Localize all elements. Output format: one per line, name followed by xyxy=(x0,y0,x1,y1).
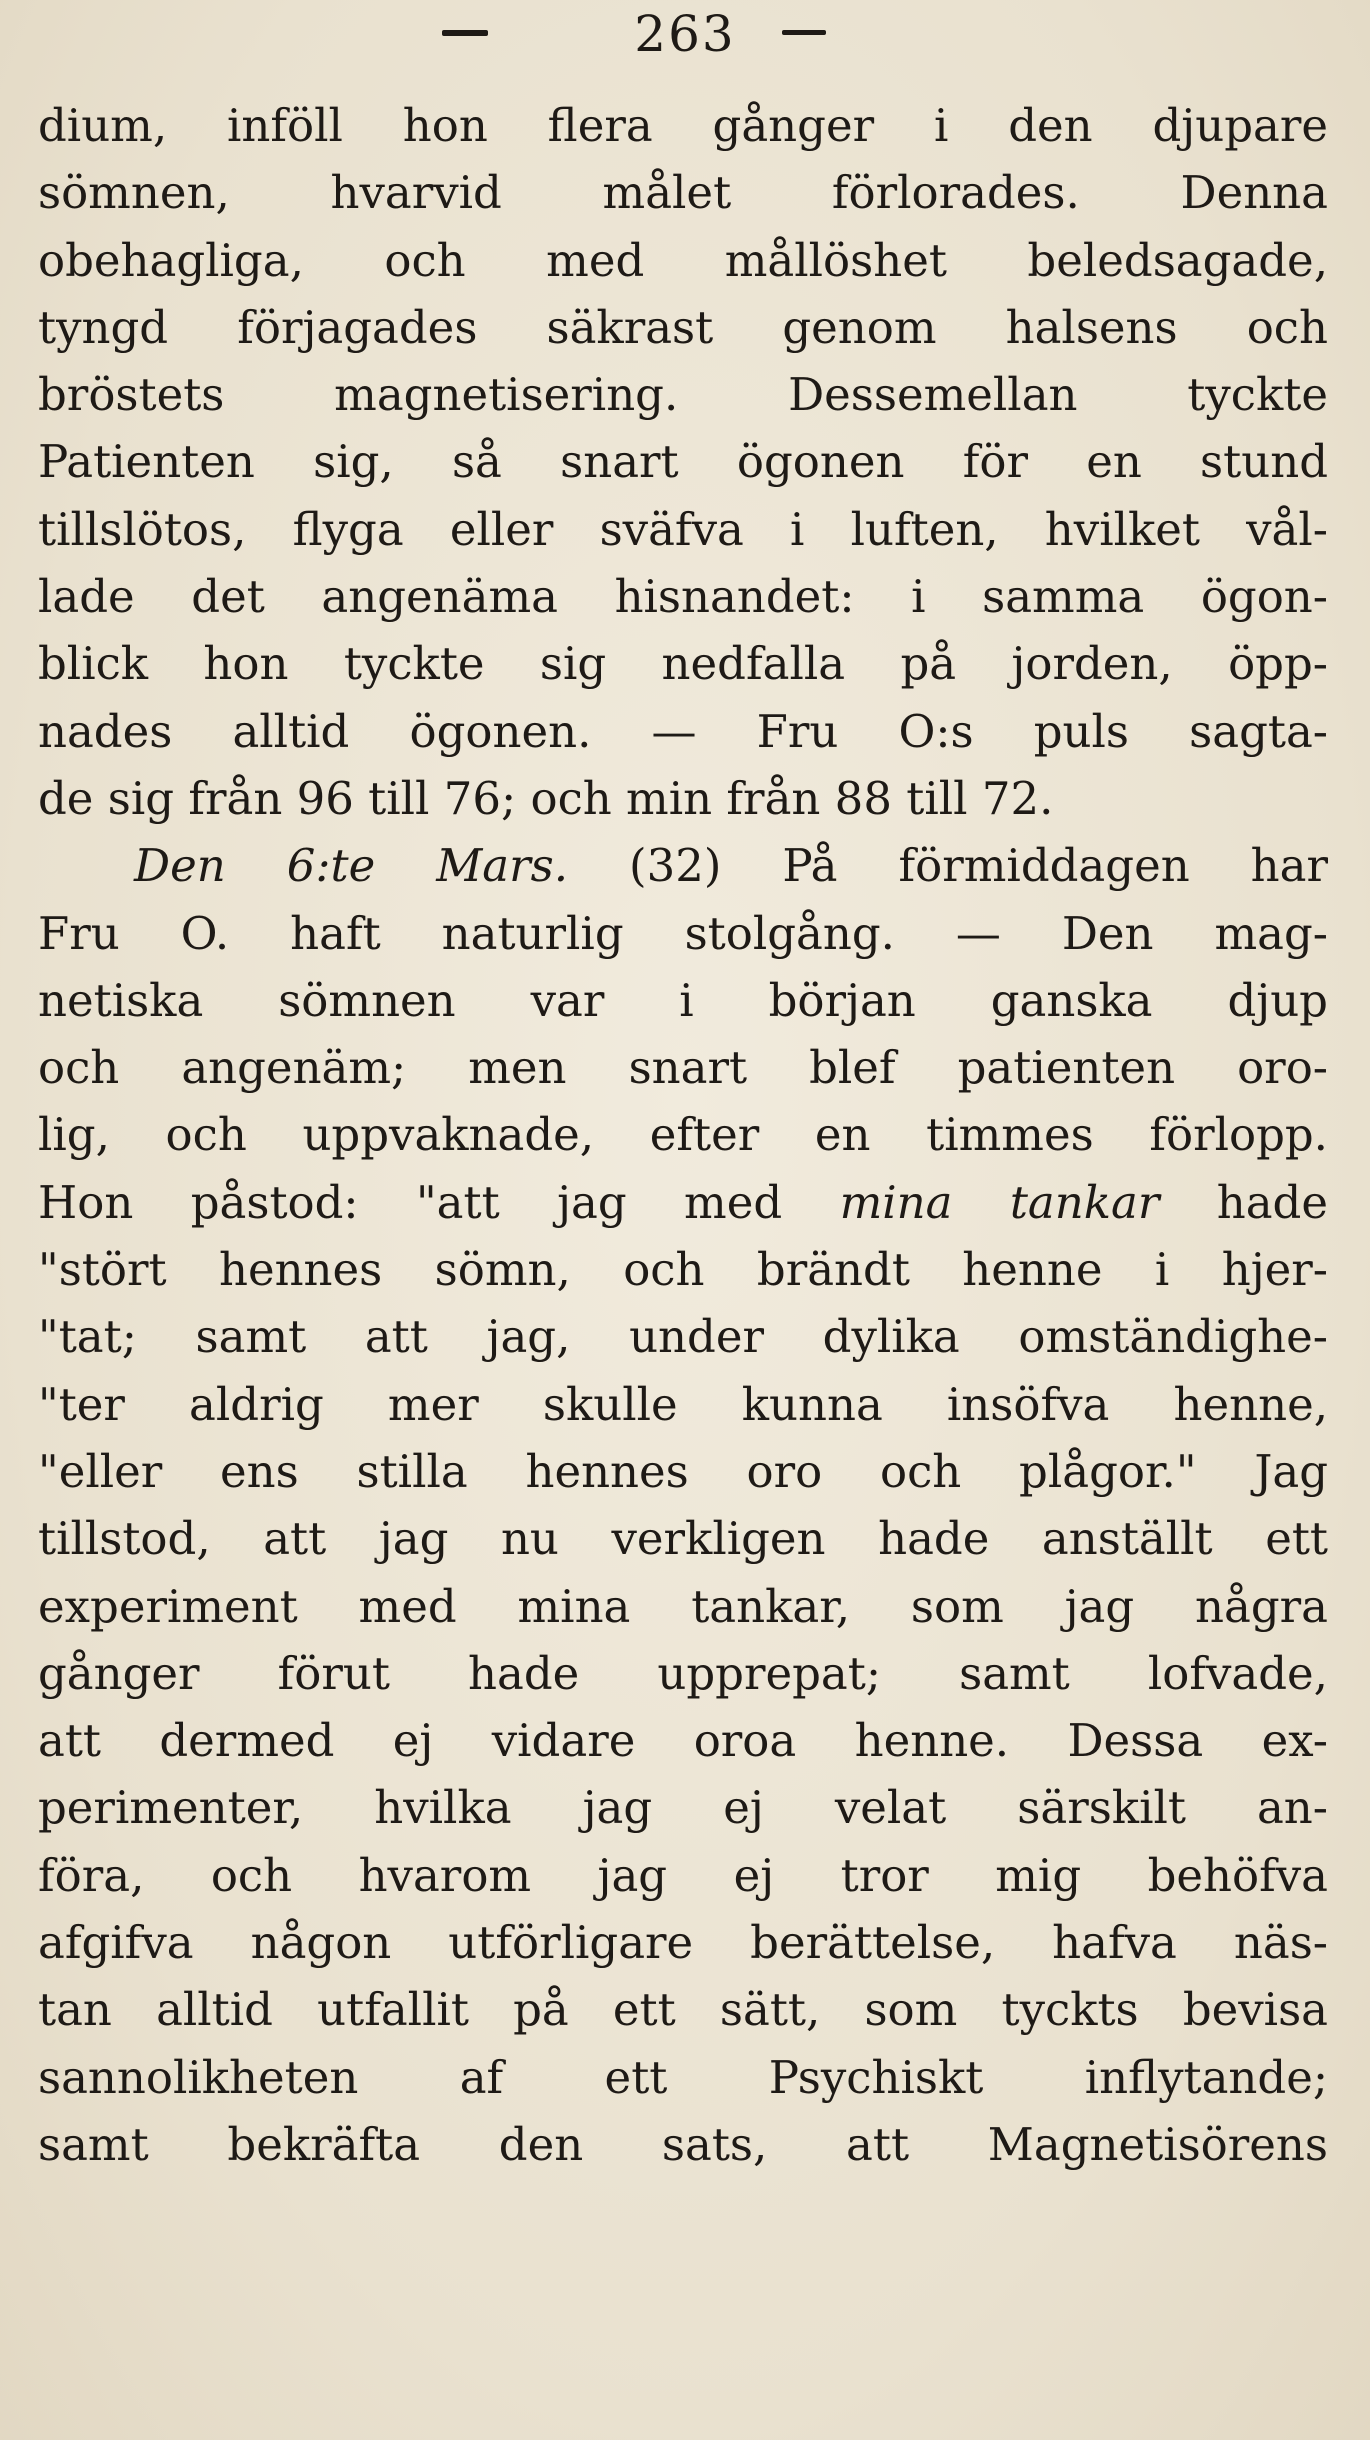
text-segment: nades alltid ögonen. — Fru O:s puls sagta- xyxy=(38,704,1328,758)
text-line xyxy=(38,428,1328,495)
text-segment: "eller ens stilla hennes oro och plågor." Jag xyxy=(38,1444,1328,1498)
text-segment: och angenäm; men snart blef patienten oro- xyxy=(38,1041,1328,1095)
text-segment: tan alltid utfallit på ett sätt, som tyckts bevisa xyxy=(38,1983,1328,2037)
text-line xyxy=(38,159,1328,226)
text-line xyxy=(38,1842,1328,1909)
page-header xyxy=(0,2,1370,66)
text-line xyxy=(38,1034,1328,1101)
text-segment: tyngd förjagades säkrast genom halsens och xyxy=(38,300,1328,354)
text-segment: obehagliga, och med mållöshet beledsagade, xyxy=(38,233,1328,287)
text-segment: dium, inföll hon flera gånger i den djupare xyxy=(38,99,1328,152)
text-line xyxy=(38,1438,1328,1505)
text-line xyxy=(38,294,1328,361)
text-segment: netiska sömnen var i början ganska djup xyxy=(38,973,1328,1027)
text-segment: föra, och hvarom jag ej tror mig behöfva xyxy=(38,1848,1328,1902)
text-segment: bröstets magnetisering. Dessemellan tyckte xyxy=(38,368,1328,422)
text-segment: Hon påstod: "att jag med xyxy=(38,1175,840,1229)
text-line xyxy=(38,2111,1328,2178)
text-segment: gånger förut hade upprepat; samt lofvade, xyxy=(38,1646,1328,1700)
text-segment: blick hon tyckte sig nedfalla på jorden, öpp- xyxy=(38,637,1328,691)
body-text xyxy=(38,92,1328,2178)
text-line xyxy=(38,1505,1328,1572)
text-line xyxy=(38,1976,1328,2043)
text-line xyxy=(38,1101,1328,1168)
text-line xyxy=(38,765,1328,832)
text-segment: afgifva någon utförligare berättelse, hafva näs- xyxy=(38,1916,1328,1970)
text-line xyxy=(38,1303,1328,1370)
text-segment: experiment med mina tankar, som jag några xyxy=(38,1579,1328,1633)
text-segment: att dermed ej vidare oroa henne. Dessa ex- xyxy=(38,1714,1328,1768)
text-line xyxy=(38,900,1328,967)
text-line xyxy=(38,2044,1328,2111)
text-segment: sömnen, hvarvid målet förlorades. Denna xyxy=(38,166,1328,220)
text-segment: de sig från 96 till 76; och min från 88 till 72. xyxy=(38,771,1054,825)
text-line xyxy=(38,92,1328,159)
header-dash-right xyxy=(782,30,826,35)
text-line xyxy=(38,1774,1328,1841)
text-segment: (32) På förmiddagen har xyxy=(568,839,1329,893)
text-line xyxy=(38,1909,1328,1976)
text-line xyxy=(38,1169,1328,1236)
text-line xyxy=(38,496,1328,563)
text-line xyxy=(38,227,1328,294)
text-line xyxy=(38,832,1328,899)
text-segment: "ter aldrig mer skulle kunna insöfva henne, xyxy=(38,1377,1328,1431)
text-line xyxy=(38,361,1328,428)
text-line xyxy=(38,1371,1328,1438)
text-segment: "tat; samt att jag, under dylika omständighe- xyxy=(38,1310,1328,1364)
text-line xyxy=(38,1236,1328,1303)
text-segment: lig, och uppvaknade, efter en timmes förlopp. xyxy=(38,1108,1328,1162)
text-line xyxy=(38,967,1328,1034)
text-segment: "stört hennes sömn, och brändt henne i hjer- xyxy=(38,1243,1328,1297)
text-line xyxy=(38,563,1328,630)
text-segment: tillslötos, flyga eller sväfva i luften, hvilket vål- xyxy=(38,502,1328,556)
text-segment: samt bekräfta den sats, att Magnetisörens xyxy=(38,2117,1328,2171)
text-line xyxy=(38,630,1328,697)
page-number: 263 xyxy=(634,5,736,63)
text-segment: lade det angenäma hisnandet: i samma ögon- xyxy=(38,570,1328,624)
text-line xyxy=(38,1640,1328,1707)
italic-text-segment: mina tankar xyxy=(839,1175,1160,1229)
text-segment: tillstod, att jag nu verkligen hade anställt ett xyxy=(38,1512,1328,1566)
text-line xyxy=(38,1573,1328,1640)
text-segment: Fru O. haft naturlig stolgång. — Den mag- xyxy=(38,906,1328,960)
text-segment: Patienten sig, så snart ögonen för en stund xyxy=(38,435,1328,489)
text-line xyxy=(38,698,1328,765)
text-line xyxy=(38,1707,1328,1774)
text-segment: sannolikheten af ett Psychiskt inflytande; xyxy=(38,2050,1328,2104)
text-segment: perimenter, hvilka jag ej velat särskilt an- xyxy=(38,1781,1328,1835)
italic-text-segment: Den 6:te Mars. xyxy=(134,839,569,893)
text-segment: hade xyxy=(1159,1175,1328,1229)
